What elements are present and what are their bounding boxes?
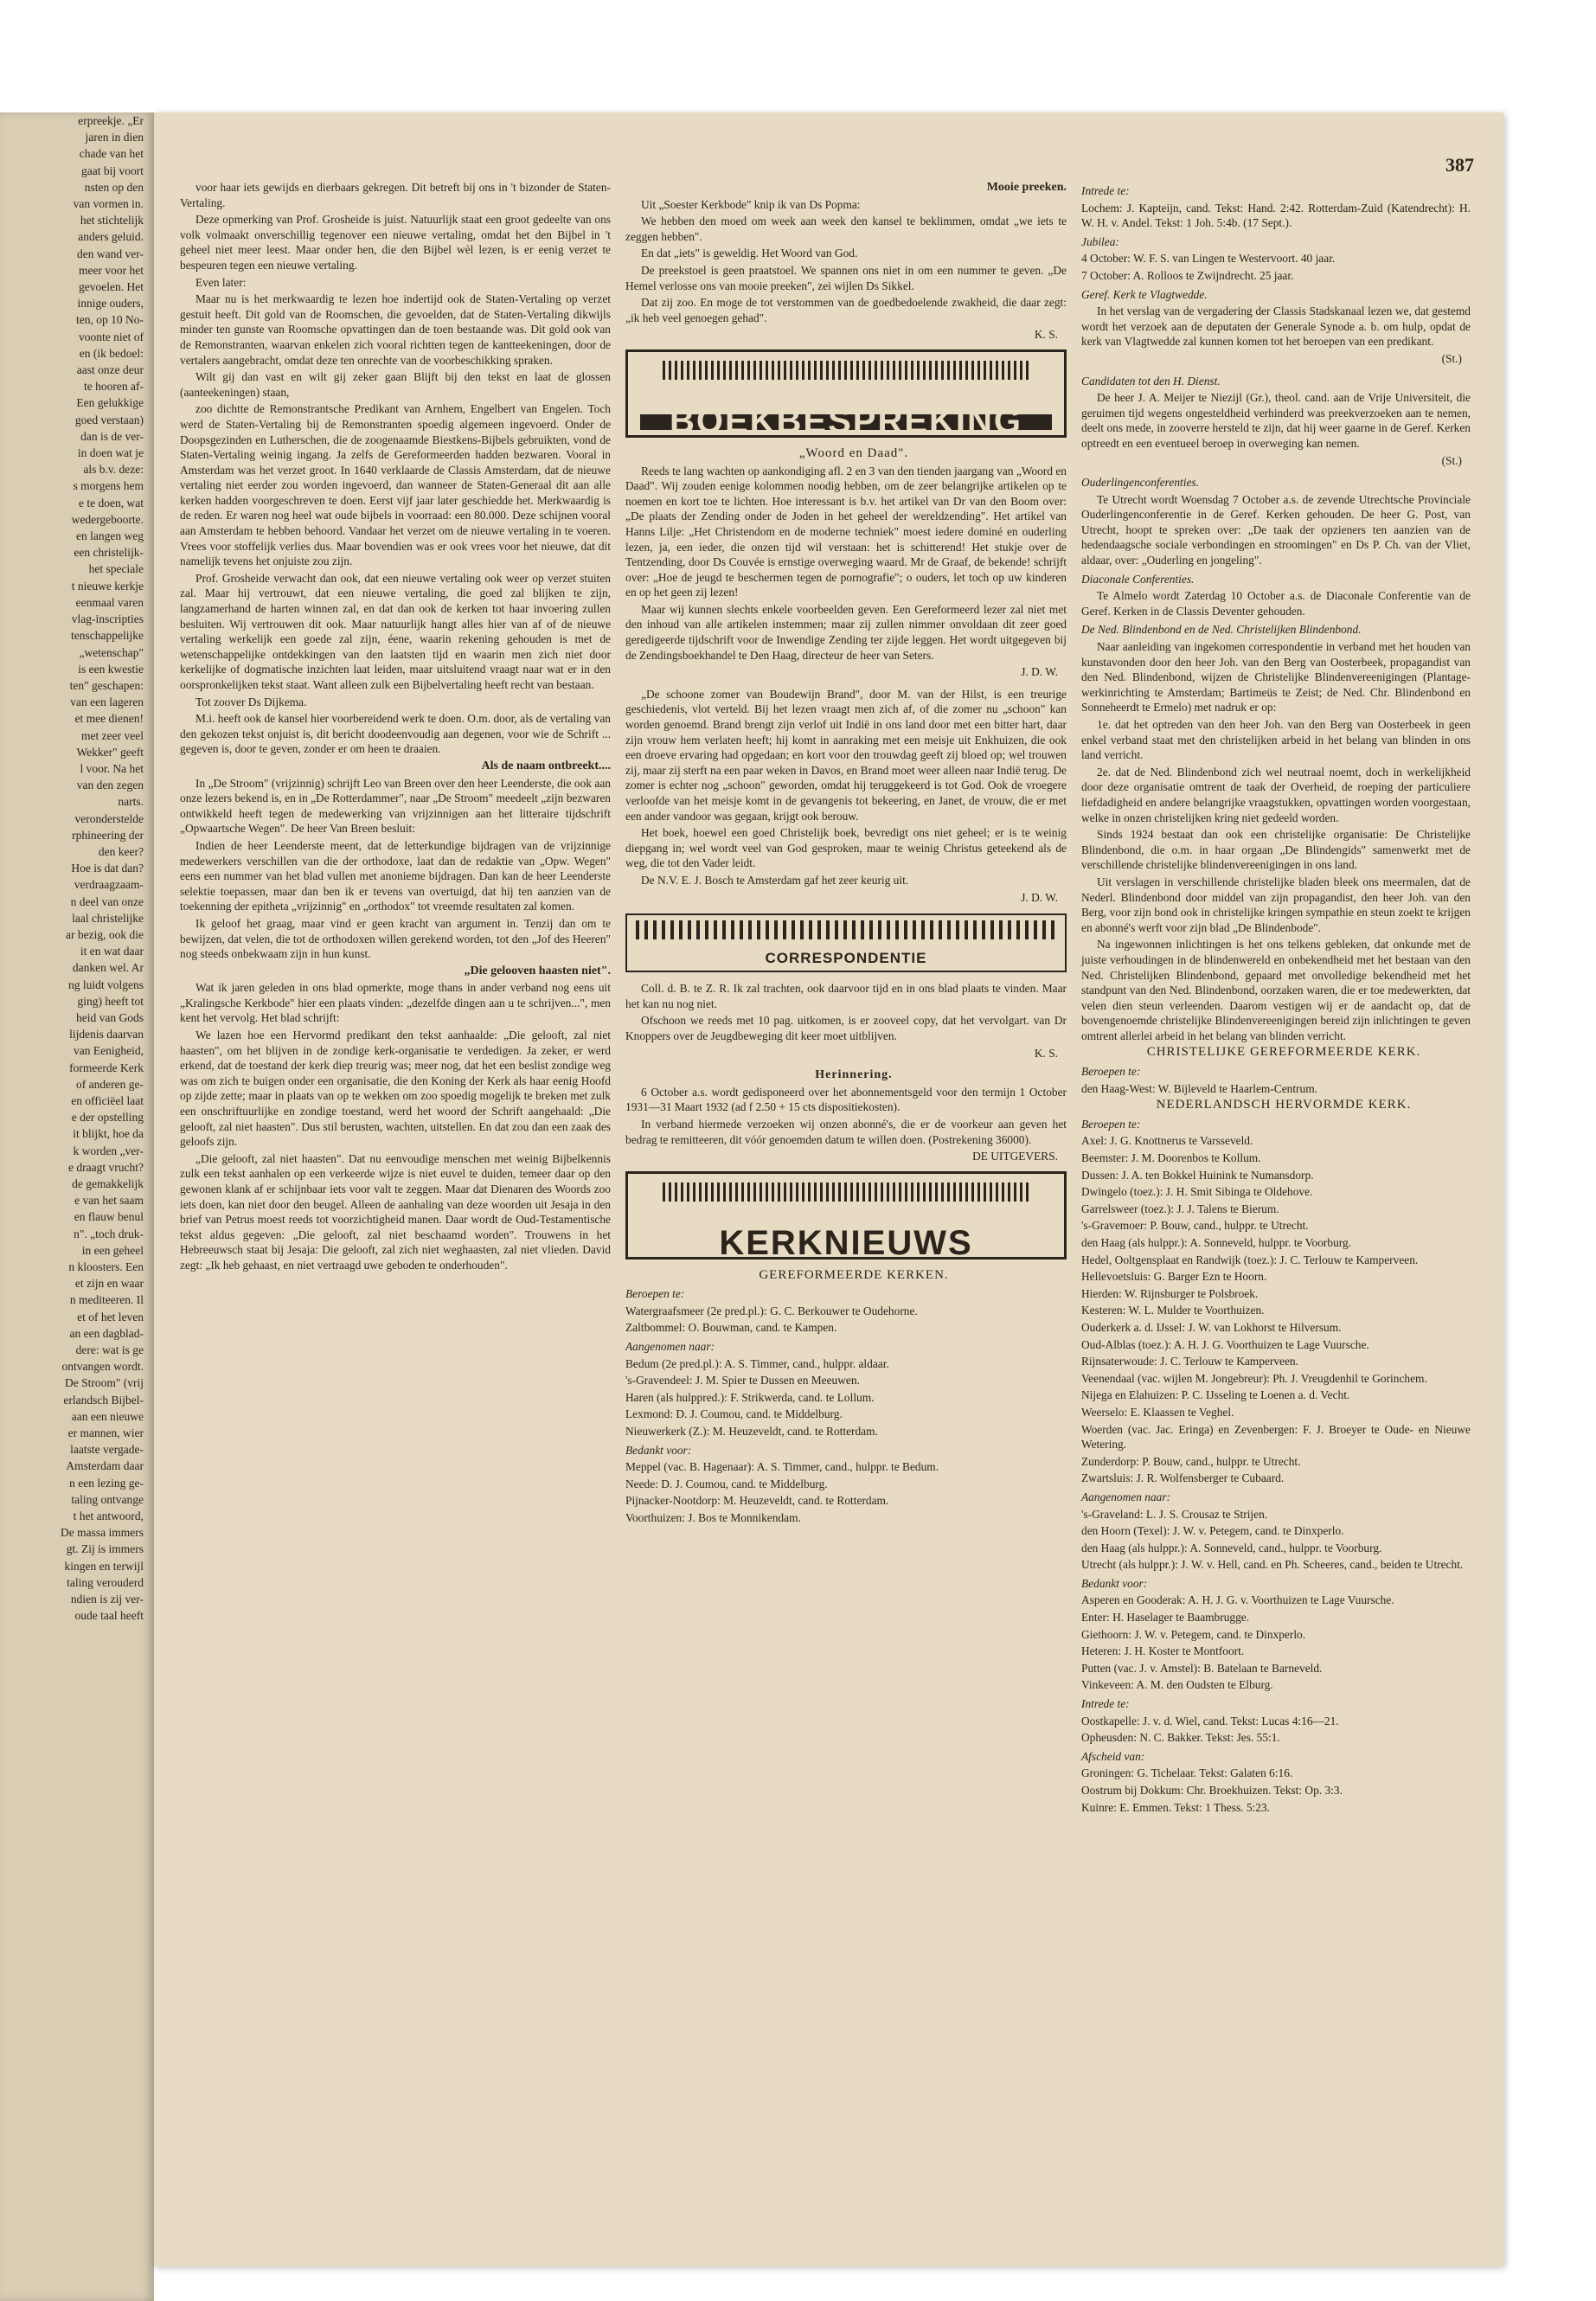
previous-page-line: en officiëel laat	[71, 1093, 144, 1107]
cgk-beroepen: den Haag-West: W. Bijleveld te Haarlem-Centrum.	[1081, 1081, 1317, 1095]
list-item: Rijnsaterwoude: J. C. Terlouw te Kamperveen.	[1081, 1355, 1298, 1368]
list-item: Bedum (2e pred.pl.): A. S. Timmer, cand., hulppr. aldaar.	[625, 1356, 889, 1370]
previous-page-line: taling verouderd	[67, 1575, 144, 1589]
previous-page-line: ontvangen wordt.	[61, 1360, 144, 1374]
list-item: Beemster: J. M. Doorenbos te Kollum.	[1081, 1151, 1261, 1165]
previous-page-line: erlandsch Bijbel-	[63, 1393, 144, 1407]
list-item: Hierden: W. Rijnsburger te Polsbroek.	[1081, 1286, 1259, 1300]
list-item: den Haag (als hulppr.): A. Sonneveld, cand., hulppr. te Voorburg.	[1081, 1541, 1382, 1554]
signature: DE UITGEVERS.	[972, 1150, 1058, 1163]
previous-page-line: meer voor het	[79, 263, 144, 277]
previous-page-line: et mee dienen!	[74, 712, 144, 726]
paragraph: Maar wij kunnen slechts enkele voorbeelden geven. Een Gereformeerd lezer zal niet met den inhoud van alle artikelen instemmen; maar zij zullen nimmer onvoldaan dit zeer goed geredigeerde tijdschrift voor de Inwendige Zending ter zijde leggen. Het wordt uitgegeven bij de Zendingsboekhandel te Den Haag, directeur de heer van Seters.	[625, 602, 1067, 662]
previous-page-line: ar bezig, ook die	[66, 927, 144, 941]
previous-page-line: en flauw benul	[74, 1210, 144, 1224]
previous-page-line: Een gelukkige	[76, 396, 144, 410]
previous-page-line: n mediteeren. Il	[69, 1293, 144, 1307]
list-item: Groningen: G. Tichelaar. Tekst: Galaten 6:16.	[1081, 1766, 1293, 1780]
previous-page-line: lijdenis daarvan	[69, 1028, 144, 1042]
list-item: Hedel, Ooltgensplaat en Randwijk (toez.): J. C. Terlouw te Kamperveen.	[1081, 1253, 1419, 1266]
list-item: den Haag (als hulppr.): A. Sonneveld, hulppr. te Voorburg.	[1081, 1236, 1352, 1249]
paragraph: zoo dichtte de Remonstrantsche Predikant van Arnhem, Engelbert van Engelen. Toch werd de Staten-Vertaling bij de Remonstranten spoedig algemeen ingevoerd. Onder de Doopsgezinden en Lutherschen, die de zoogenaamde Biestkens-Bijbels gebruikten, vond de Staten-Vertaling weinig ingang. Ja zelfs de Gereformeerden hadden bezwaren. Vooral in Amsterdam was het verzet groot. In 1640 verklaarde de Classis Amsterdam, dat de nieuwe vertaling niet eerder zou worden ingevoerd, dan wanneer de Staten-Generaal dit aan alle kerken hadden voorgeschreven te doen. Eerst vijf jaar later geschiedde het. Merkwaardig is de reden. Er waren nog heel wat oude bijbels in voorraad: een 80.000. Deze schijnen vooral aan Amsterdam te hebben behoord. Vandaar het verzet om de nieuwe vertaling in te voeren. Vrees voor stoffelijk verlies dus. Maar bovendien was er ook vrees voor het nieuwe, dat dit namelijk tevens het onjuiste zou zijn.	[180, 402, 611, 568]
previous-page-line: er mannen, wier	[67, 1426, 144, 1440]
list-item: Opheusden: N. C. Bakker. Tekst: Jes. 55:1.	[1081, 1731, 1280, 1745]
list-item: 's-Graveland: L. J. S. Crousaz te Strijen.	[1081, 1507, 1268, 1521]
list-item: 7 October: A. Rolloos te Zwijndrecht. 25 jaar.	[1081, 268, 1294, 282]
label-vlagtwedde: Geref. Kerk te Vlagtwedde.	[1081, 287, 1208, 301]
previous-page-line: nsten op den	[84, 180, 144, 194]
previous-page-line: l voor. Na het	[80, 761, 144, 775]
previous-page-line: als b.v. deze:	[83, 463, 144, 477]
page-number: 387	[1445, 154, 1474, 176]
previous-page-line: van een lageren	[70, 695, 144, 709]
previous-page-line: of anderen ge-	[76, 1077, 144, 1091]
paragraph: We lazen hoe een Hervormd predikant den tekst aanhaalde: „Die gelooft, zal niet haasten", om het blijven in de zondige kerk-organisatie te verdedigen. Ja zeker, er werd erkend, dat de toestand der kerk diep treurig was; meer nog, dat het een beslist zondige weg was om zich te buigen onder een organisatie, die den Koning der Kerk als haar eenig Hoofd op zijde zette; maar in plaats van op te wekken om zoo spoedig mogelijk te breken met zulk een onschriftuurlijke en zondige toestand, werd het woord der Schrift aangehaald: „Die gelooft, zal niet haasten". Dus stil berusten, wachten, uitstellen. En dat zou dan een zaak des geloofs zijn.	[180, 1029, 611, 1149]
previous-page-line: taling ontvange	[71, 1492, 144, 1506]
list-item: Oostrum bij Dokkum: Chr. Broekhuizen. Tekst: Op. 3:3.	[1081, 1784, 1343, 1797]
label-nhk-beroepen: Beroepen te:	[1081, 1117, 1141, 1131]
previous-page-line: narts.	[118, 795, 144, 809]
previous-page-line: erpreekje. „Er	[78, 114, 144, 127]
paragraph: Na ingewonnen inlichtingen is het ons telkens gebleken, dat onkunde met de juiste verhoudingen in de blindenwereld en onbekendheid met het bestaan van den Ned. Christelijken Blindenbond, gepaard met onvolledige bekendheid met het standpunt van den Ned. Blindenbond, oorzaken waren, die er toe medewerkten, dat velen dien steun verleenden. Daarom vestigen wij er de aandacht op, dat de bovengenoemde christelijke Blindenvereenigingen bereid zijn inlichtingen te geven omtrent allerlei arbeid in het belang van blinden verricht.	[1081, 938, 1471, 1042]
list-item: Vinkeveen: A. M. den Oudsten te Elburg.	[1081, 1678, 1273, 1692]
previous-page-line: e te doen, wat	[79, 496, 144, 510]
previous-page-line: goed verstaan)	[74, 413, 144, 426]
previous-page-line: n". „toch druk-	[74, 1227, 144, 1240]
paragraph: „De schoone zomer van Boudewijn Brand", door M. van der Hilst, is een treurige geschiedenis, vlot verteld. Bij het lezen vraagt men zich af, of die zomer nu „schoon" kan worden genoemd. Brand brengt zijn verlof uit Indië in ons land door met een bitter hart, daar zijn vrouw hem verlaten heeft; hij komt in aanraking met een meisje uit Enkhuizen, die ook een droeve ervaring had opgedaan; en kort voor den trouwdag geeft zij bloed op; wel trouwen zij, maar zij sterft na een paar weken in Davos, en Brand moet weer alleen naar Indië terug. De zomer is echter nog „schoon" geworden, omdat hij teruggekeerd is tot God. Ook de vroegere verloofde van het meisje komt in de gevangenis tot bekeering, en Janet, de vrouw, die er met een ander vandoor was gegaan, krijgt ook berouw.	[625, 687, 1067, 823]
column-2	[625, 180, 1067, 1528]
previous-page-line: t nieuwe kerkje	[71, 579, 144, 593]
previous-page-line: e draagt vrucht?	[68, 1160, 144, 1174]
list-item: Kuinre: E. Emmen. Tekst: 1 Thess. 5:23.	[1081, 1800, 1271, 1814]
list-beroepen	[625, 1304, 1067, 1336]
list-item: Zaltbommel: O. Bouwman, cand. te Kampen.	[625, 1321, 837, 1335]
label-afscheid: Afscheid van:	[1081, 1749, 1145, 1763]
previous-page-line: formeerde Kerk	[69, 1061, 144, 1074]
paragraph: Tot zoover Ds Dijkema.	[195, 695, 307, 708]
previous-page-edge	[0, 112, 154, 2301]
signature: K. S.	[1034, 328, 1058, 342]
paragraph: voor haar iets gewijds en dierbaars gekregen. Dit betreft bij ons in 't bizonder de Staten-Vertaling.	[180, 181, 611, 209]
signature: (St.)	[1441, 453, 1462, 467]
previous-page-line: aan een nieuwe	[71, 1409, 144, 1423]
paragraph: M.i. heeft ook de kansel hier voorbereidend werk te doen. O.m. door, als de vertaling van den gekozen tekst onjuist is, dit bericht doodeenvoudig aan degenen, voor wie de Schrift ... gegeven is, door te geven, zonder er om heen te draaien.	[180, 712, 611, 756]
previous-page-line: ging) heeft tot	[77, 994, 144, 1008]
label-bedankt: Bedankt voor:	[625, 1443, 692, 1457]
label-cgk-beroepen: Beroepen te:	[1081, 1065, 1141, 1079]
label-ouderlingen: Ouderlingenconferenties.	[1081, 476, 1199, 490]
previous-page-line: heid van Gods	[76, 1010, 144, 1024]
heading-herinnering: Herinnering.	[815, 1068, 893, 1082]
col2-body-4	[625, 981, 1067, 1043]
col1-body-2	[180, 776, 611, 962]
heading-gereformeerde-kerken: GEREFORMEERDE KERKEN.	[759, 1267, 949, 1282]
paragraph: „Die gelooft, zal niet haasten". Dat nu eenvoudige menschen met weinig Bijbelkennis zulk een tekst aanhalen op een verkeerde wijze is niet euvel te duiden, temeer daar op den gewonen klank af er schijnbaar iets voor valt te zeggen. Maar dat Dienaren des Woords zoo iets doen, kan niet door den beugel. Alleen de aanhaling van deze woorden uit Jesaja in den brief van Petrus moest reeds tot voorzichtigheid manen. Daar wordt de Oud-Testamentische tekst aldus gegeven: „Die gelooft, zal niet beschaamd worden". Trouwens in het Hebreeuwsch staat bij Jesaja: Die gelooft, zal zich niet weghaasten, zal niet vlieden. David zegt: „Ik heb gehaast, en niet vertraagd uwe geboden te onderhouden".	[180, 1151, 611, 1272]
previous-page-line: De Stroom" (vrij	[65, 1376, 144, 1390]
candidaten-text: De heer J. A. Meijer te Niezijl (Gr.), theol. cand. aan de Vrije Universiteit, die geruimen tijd wegens ongesteldheid verhinderd was preekverzoeken aan te nemen, deelt ons mede, in zooverre hersteld te zijn, dat hij weer gaarne in de Geref. Kerken optreedt en een eventueel beroep in overweging kan nemen.	[1081, 391, 1471, 450]
intrede-text: Lochem: J. Kapteijn, cand. Tekst: Hand. 2:42. Rotterdam-Zuid (Katendrecht): H. W. H. v. Andel. Tekst: 1 Joh. 5:4b. (17 Sept.).	[1081, 201, 1471, 230]
paragraph: We hebben den moed om week aan week den kansel te beklimmen, omdat „we iets te zeggen hebben".	[625, 215, 1067, 243]
previous-page-line: veronderstelde	[74, 811, 144, 825]
banner-title: BOEKBESPREKING	[640, 414, 1052, 430]
previous-page-line: n kloosters. Een	[68, 1260, 144, 1274]
list-item: Oud-Alblas (toez.): A. H. J. G. Voorthuizen te Lage Vuursche.	[1081, 1337, 1369, 1351]
paragraph: In verband hiermede verzoeken wij onzen abonné's, die er de voorkeur aan geven het bedrag te remitteeren, dit vóór genoemden datum te willen doen. (Postrekening 36000).	[625, 1117, 1067, 1146]
paragraph: Deze opmerking van Prof. Grosheide is juist. Natuurlijk staat een groot gedeelte van ons volk volmaakt onverschillig tegenover een nieuwe vertaling, omdat het den Bijbel in 't geheel niet meer leest. Maar onder hen, die den Bijbel wèl lezen, is er eenig verzet te bespeuren tegen een nieuwe vertaling.	[180, 213, 611, 272]
list-nhk-aangenomen	[1081, 1507, 1471, 1573]
paragraph: Indien de heer Leenderste meent, dat de letterkundige bijdragen van de vrijzinnige medewerkers verschillen van die der orthodoxe, laat dan de redaktie van „Opw. Wegen" eens een nummer van het blad vullen met anonieme bijdragen. Dan kan de heer Leenderste selektie toepassen, maar dan ben ik er tevens van overtuigd, dat hij ten aanzien van de toekenning der epitheta „vrijzinnig" en „orthodox" tot vreemde resultaten zal komen.	[180, 838, 611, 913]
paragraph: Dat zij zoo. En moge de tot verstommen van de goedbedoelende zwakheid, die daar zegt: „ik heb veel genoegen gehad".	[625, 296, 1067, 324]
previous-page-line: kingen en terwijl	[64, 1559, 144, 1573]
paragraph: Wilt gij dan vast en wilt gij zeker gaan Blijft bij den tekst en laat de glossen (aanteekeningen) staan,	[180, 370, 611, 399]
list-item: Heteren: J. H. Koster te Montfoort.	[1081, 1644, 1245, 1658]
previous-page-line: verdraagzaam-	[74, 878, 144, 892]
previous-page-line: ndien is zij ver-	[70, 1593, 144, 1606]
list-item: Zwartsluis: J. R. Wolfensberger te Cubaard.	[1081, 1471, 1285, 1485]
paragraph: 6 October a.s. wordt gedisponeerd over het abonnementsgeld voor den termijn 1 October 1931—31 Maart 1932 (ad f 2.50 + 15 cts dispositiekosten).	[625, 1085, 1067, 1114]
list-item: Utrecht (als hulppr.): J. W. v. Hell, cand. en Ph. Scheeres, cand., beiden te Utrecht.	[1081, 1558, 1464, 1572]
list-item: 4 October: W. F. S. van Lingen te Westervoort. 40 jaar.	[1081, 252, 1336, 266]
previous-page-line: an een dagblad-	[69, 1326, 144, 1340]
list-item: Axel: J. G. Knottnerus te Varsseveld.	[1081, 1134, 1253, 1148]
list-item: Asperen en Gooderak: A. H. J. G. v. Voorthuizen te Lage Vuursche.	[1081, 1593, 1394, 1607]
previous-page-line: jaren in dien	[85, 131, 144, 144]
paragraph: Reeds te lang wachten op aankondiging afl. 2 en 3 van den tienden jaargang van „Woord en Daad". Wij zouden eenige kolommen noodig hebben, om de zeer belangrijke artikelen op te noemen en kort toe te lichten. Hoe interessant is b.v. het artikel van Dr van den Boom over: „De plaats der Zending onder de Joden in het geheel der wereldzending". Het artikel van Hanns Lilje: „Het Christendom en de moderne techniek" moest iedere dominé en ouderling lezen, ja, een ieder, die onzen tijd wil verstaan: het is schitterend! Het stukje over de Tentzending, door Ds Couvée is ernstige overweging waard. Mr de Graaf, de bekende! schrijft over: „Hoe de jeugd te beschermen tegen de pornografie"; o ouders, let toch op uw kinderen en op het geen zij lezen!	[625, 464, 1067, 599]
list-item: Enter: H. Haselager te Baambrugge.	[1081, 1611, 1250, 1625]
previous-page-line: s morgens hem	[73, 479, 144, 493]
previous-page-line: eenmaal varen	[75, 595, 144, 609]
paragraph: En dat „iets" is geweldig. Het Woord van God.	[641, 247, 858, 260]
boekbespreking-banner	[625, 349, 1067, 441]
previous-page-line: dere: wat is ge	[75, 1343, 144, 1357]
list-item: Nijega en Elahuizen: P. C. IJsseling te Loenen a. d. Vecht.	[1081, 1388, 1350, 1402]
signature: J. D. W.	[1021, 665, 1058, 679]
previous-page-line: Hoe is dat dan?	[71, 862, 144, 875]
previous-page-line: it blijkt, hoe da	[73, 1127, 144, 1141]
list-nhk-intrede	[1081, 1714, 1471, 1746]
list-item: Ouderkerk a. d. IJssel: J. W. van Lokhorst te Hilversum.	[1081, 1320, 1342, 1334]
banner-title: CORRESPONDENTIE	[765, 949, 927, 966]
list-item: Meppel (vac. B. Hagenaar): A. S. Timmer, cand., hulppr. te Bedum.	[625, 1460, 939, 1474]
previous-page-line: „wetenschap"	[79, 645, 144, 659]
previous-page-line: chade van het	[79, 147, 144, 161]
signature: K. S.	[1034, 1046, 1058, 1060]
paragraph: Coll. d. B. te Z. R. Ik zal trachten, ook daarvoor tijd en in ons blad plaats te vinden. Maar het kan nu nog niet.	[625, 982, 1067, 1010]
heading-nhk: NEDERLANDSCH HERVORMDE KERK.	[1156, 1098, 1412, 1112]
label-candidaten: Candidaten tot den H. Dienst.	[1081, 374, 1221, 388]
col2-body-2	[625, 464, 1067, 663]
previous-page-line: aast onze deur	[76, 363, 144, 377]
list-item: Weerselo: E. Klaassen te Veghel.	[1081, 1405, 1234, 1419]
previous-page-line: van Eenigheid,	[74, 1044, 144, 1058]
heading-mooie-preeken: Mooie preeken.	[986, 181, 1067, 194]
list-item: Pijnacker-Nootdorp: M. Heuzeveldt, cand. te Rotterdam.	[625, 1494, 889, 1508]
list-item: Garrelsweer (toez.): J. J. Talens te Bierum.	[1081, 1202, 1279, 1215]
blindenbond-text	[1081, 639, 1471, 1043]
list-item: den Hoorn (Texel): J. W. v. Petegem, cand. te Dinxperlo.	[1081, 1524, 1344, 1538]
banner-ornament	[663, 361, 1029, 380]
previous-page-line: te hooren af-	[84, 380, 144, 394]
correspondentie-banner	[625, 913, 1067, 972]
list-item: Haren (als hulppred.): F. Strikwerda, cand. te Lollum.	[625, 1390, 875, 1404]
ouderlingen-text: Te Utrecht wordt Woensdag 7 October a.s. de zevende Utrechtsche Provinciale Ouderlingenconferentie in de Geref. Kerken gehouden. De heer G. Post, van Utrecht, hoopt te spreken over: „De taak der opzieners ten aanzien van de hedendaagsche sociale verbondingen en stroomingen" en Ds P. Ch. van der Vliet, aldaar, over: „Ouderling en jongeling".	[1081, 492, 1471, 567]
previous-page-line: dan is de ver-	[80, 429, 144, 443]
kerknieuws-banner	[625, 1171, 1067, 1263]
paragraph: 2e. dat de Ned. Blindenbond zich wel neutraal noemt, doch in werkelijkheid door deze organisatie omtrent de taak der Overheid, de roeping der particuliere liefdadigheid en andere belangrijke vraagstukken, opvattingen worden voorgestaan, welke in onzen christelijken kring niet gedeeld worden.	[1081, 765, 1471, 824]
col1-body-3	[180, 980, 611, 1272]
label-diaconale: Diaconale Conferenties.	[1081, 572, 1195, 586]
previous-page-line: ten, op 10 No-	[76, 313, 144, 327]
list-nhk-beroepen	[1081, 1133, 1471, 1485]
previous-page-line: danken wel. Ar	[72, 961, 144, 975]
previous-page-line: e der opstelling	[71, 1111, 144, 1125]
previous-page-line: een christelijk-	[74, 546, 144, 560]
list-item: Giethoorn: J. W. v. Petegem, cand. te Dinxperlo.	[1081, 1627, 1306, 1641]
signature: (St.)	[1441, 351, 1462, 365]
previous-page-line: het stichtelijk	[80, 214, 144, 228]
col2-body	[625, 197, 1067, 326]
vlagtwedde-text: In het verslag van de vergadering der Classis Stadskanaal lezen we, dat gestemd wordt het verzoek aan de deputaten der Generale Synode a. b. om hulp, opdat de kerk van Vlagtwedde zal kunnen komen tot het beroepen van een predikant.	[1081, 304, 1471, 349]
previous-page-line: rphineering der	[72, 828, 144, 842]
previous-page-line: laatste vergade-	[70, 1443, 144, 1457]
list-jubilea	[1081, 251, 1471, 283]
previous-page-line: gaat bij voort	[81, 163, 144, 177]
paragraph: Het boek, hoewel een goed Christelijk boek, bevredigt ons niet geheel; er is te weinig diepgang in; wel wordt veel van God gesproken, maar te weinig Christus geteekend als de weg, die tot den Vader leidt.	[625, 826, 1067, 870]
banner-ornament	[636, 920, 1056, 939]
col2-body-3	[625, 687, 1067, 888]
previous-page-line: tenschappelijke	[71, 629, 144, 643]
list-item: 's-Gravemoer: P. Bouw, cand., hulppr. te Utrecht.	[1081, 1219, 1309, 1233]
previous-page-line: met zeer veel	[81, 728, 144, 742]
label-nhk-intrede: Intrede te:	[1081, 1697, 1130, 1711]
banner-ornament	[663, 1183, 1029, 1202]
heading-gelooven-haasten: „Die gelooven haasten niet".	[464, 964, 611, 977]
previous-page-line: n deel van onze	[70, 894, 144, 908]
paragraph: 1e. dat het optreden van den heer Joh. van den Berg van Oosterbeek in geen enkel verband staat met den christelijken arbeid in het belang van blinden in ons land verricht.	[1081, 718, 1471, 762]
list-bedankt	[625, 1459, 1067, 1525]
previous-page-line: Amsterdam daar	[66, 1459, 144, 1473]
subhead-woord-en-daad: „Woord en Daad".	[798, 445, 909, 460]
list-item: Zunderdorp: P. Bouw, cand., hulppr. te Utrecht.	[1081, 1454, 1301, 1468]
previous-page-line: et zijn en waar	[74, 1277, 144, 1291]
previous-page-line: anders geluid.	[78, 230, 144, 244]
paragraph: Naar aanleiding van ingekomen correspondentie in verband met het houden van kunstavonden door den heer Joh. van den Berg van Oosterbeek, propagandist van den Ned. Blindenbond, wijzen de Christelijke Blindenvereenigingen (Plantage-werkinrichting te Amsterdam; Bartimeüs te Zeist; de Ned. Chr. Blindenbond en Sonneheerdt te Ermelo) met nadruk er op:	[1081, 640, 1471, 715]
list-item: Veenendaal (vac. wijlen M. Jongebreur): Ph. J. Vreugdenhil te Gorinchem.	[1081, 1371, 1427, 1385]
signature: J. D. W.	[1021, 890, 1058, 904]
previous-page-line: en (ik bedoel:	[79, 346, 144, 360]
paragraph: De N.V. E. J. Bosch te Amsterdam gaf het zeer keurig uit.	[641, 873, 909, 887]
previous-page-line: gt. Zij is immers	[66, 1542, 144, 1556]
previous-page-line: de gemakkelijk	[72, 1177, 144, 1190]
label-aangenomen: Aangenomen naar:	[625, 1340, 715, 1354]
list-item: Putten (vac. J. v. Amstel): B. Batelaan te Barneveld.	[1081, 1661, 1323, 1675]
previous-page-line: van den zegen	[76, 779, 144, 792]
paragraph: Wat ik jaren geleden in ons blad opmerkte, moge thans in ander verband nog eens uit „Kralingsche Kerkbode" hier een plaats vinden: „dezelfde dingen aan u te schrijven...", men kent het vervolg. Het blad schrijft:	[180, 981, 611, 1025]
paragraph: De preekstoel is geen praatstoel. We spannen ons niet in om een nummer te geven. „De Hemel verlosse ons van mooie preeken", zei wijlen Ds Sikkel.	[625, 263, 1067, 292]
previous-page-line: en langen weg	[76, 529, 144, 543]
diaconale-text: Te Almelo wordt Zaterdag 10 October a.s. de Diaconale Conferentie van de Geref. Kerken in de Classis Deventer gehouden.	[1081, 589, 1471, 618]
previous-page-line: it en wat daar	[80, 945, 144, 958]
previous-page-line: wedergeboorte.	[71, 512, 144, 526]
label-blindenbond: De Ned. Blindenbond en de Ned. Christelijken Blindenbond.	[1081, 623, 1362, 637]
previous-page-line: den wand ver-	[77, 247, 144, 260]
list-item: Neede: D. J. Coumou, cand. te Middelburg.	[625, 1477, 828, 1490]
paragraph: Ik geloof het graag, maar vind er geen kracht van argument in. Tenzij dan om te bewijzen, dat velen, die tot de orthodoxen willen gerekend worden, tot den „Jof des Heeren" nog steeds onbekwaam zijn in hun kunst.	[180, 916, 611, 961]
list-item: Hellevoetsluis: G. Barger Ezn te Hoorn.	[1081, 1270, 1267, 1284]
list-item: Dwingelo (toez.): J. H. Smit Sibinga te Oldehove.	[1081, 1185, 1313, 1199]
label-nhk-bedankt: Bedankt voor:	[1081, 1576, 1148, 1590]
list-item: Lexmond: D. J. Coumou, cand. te Middelburg.	[625, 1407, 843, 1421]
label-nhk-aangenomen: Aangenomen naar:	[1081, 1490, 1171, 1503]
paragraph: Sinds 1924 bestaat dan ook een christelijke organisatie: De Christelijke Blindenbond, die o.m. in haar orgaan „De Blindengids" samenwerkt met de verschillende christelijke blindenvereenigingen in ons land.	[1081, 828, 1471, 872]
label-beroepen: Beroepen te:	[625, 1287, 685, 1301]
label-jubilea: Jubilea:	[1081, 234, 1119, 248]
previous-page-line: den keer?	[98, 844, 144, 858]
banner-title: KERKNIEUWS	[719, 1224, 973, 1263]
previous-page-line: De massa immers	[61, 1526, 144, 1540]
paragraph: Even later:	[195, 275, 247, 289]
paragraph: Maar nu is het merkwaardig te lezen hoe indertijd ook de Staten-Vertaling op verzet gestuit heeft. Dit gold van de Roomschen, die gevoelden, dat de Staten-Vertaling dikwijls minder ten gunste van Roomsche opvattingen dan de toen bestaande was. Dit gold ook van de Remonstranten, waarvan enkelen zich vooral richtten tegen de kantteekeningen, door de vertalers aangebracht, omdat deze ten onrechte van de voorbeschikking spraken.	[180, 292, 611, 367]
previous-page-line: voonte niet of	[79, 330, 144, 343]
list-afscheid	[1081, 1766, 1471, 1815]
list-item: Watergraafsmeer (2e pred.pl.): G. C. Berkouwer te Oudehorne.	[625, 1304, 918, 1317]
list-item: Voorthuizen: J. Bos te Monnikendam.	[625, 1511, 801, 1524]
column-3	[1081, 180, 1471, 1817]
previous-page-line: het speciale	[88, 562, 144, 576]
paragraph: In „De Stroom" (vrijzinnig) schrijft Leo van Breen over den heer Leenderste, die ook aan onze lezers bekend is, en in „De Rotterdammer", naar „De Stroom" meedeelt „zijn bezwaren ontwikkeld heeft tegen de medewerking van vrijzinnigen aan het litteraire tijdschrift „Opwaartsche Wegen". De heer Van Breen besluit:	[180, 776, 611, 836]
previous-page-line: et of het leven	[77, 1310, 144, 1324]
previous-page-line: innige ouders,	[77, 297, 144, 311]
previous-page-line: vlag-inscripties	[71, 612, 144, 626]
paragraph: Prof. Grosheide verwacht dan ook, dat een nieuwe vertaling ook weer op verzet stuiten zal. Maar hij vertrouwt, dat een nieuwe vertaling, die goed zal blijken te zijn, langzamerhand de harten winnen zal, en dat dan ook de kerken tot haar invoering zullen besluiten. Wij vertrouwen dit ook. Maar natuurlijk hangt alles hier van af of de nieuwe vertaling werkelijk een goede zal zijn, éene, waarin rekening gehouden is met de wetenschappelijke ontdekkingen van den laatsten tijd en waarin men zich niet door kerkelijke of dogmatische inzichten laat leiden, maar uitsluitend vraagt naar wat er in den oorspronkelijken tekst staat. Want alleen zulk een Bijbelvertaling heeft recht van bestaan.	[180, 571, 611, 691]
column-1	[180, 180, 611, 1275]
newspaper-page	[154, 112, 1503, 2266]
previous-page-line: t het antwoord,	[73, 1509, 144, 1523]
previous-page-line: in doen wat je	[77, 446, 144, 460]
previous-page-line: Wekker" geeft	[76, 745, 144, 759]
list-item: Nieuwerkerk (Z.): M. Heuzeveldt, cand. te Rotterdam.	[625, 1425, 878, 1439]
previous-page-line: in een geheel	[81, 1243, 144, 1257]
list-item: Woerden (vac. Jac. Eringa) en Zevenbergen: F. J. Broeyer te Oude- en Nieuwe Wetering.	[1081, 1422, 1471, 1452]
label-intrede: Intrede te:	[1081, 184, 1130, 197]
previous-page-line: k worden „ver-	[73, 1144, 144, 1157]
paragraph: Ofschoon we reeds met 10 pag. uitkomen, is er zooveel copy, dat het vervolgart. van Dr Knoppers over de Jeugdbeweging dit keer moet uitblijven.	[625, 1014, 1067, 1042]
list-item: Oostkapelle: J. v. d. Wiel, cand. Tekst: Lucas 4:16—21.	[1081, 1714, 1339, 1727]
previous-page-line: oude taal heeft	[74, 1609, 144, 1623]
previous-page-line: e van het saam	[74, 1194, 144, 1208]
previous-page-line: van vormen in.	[73, 197, 144, 211]
list-nhk-bedankt	[1081, 1593, 1471, 1693]
previous-page-line: laal christelijke	[72, 911, 144, 925]
col2-body-5	[625, 1085, 1067, 1147]
paragraph: Uit „Soester Kerkbode" knip ik van Ds Popma:	[641, 197, 861, 211]
list-aangenomen	[625, 1356, 1067, 1439]
previous-page-line: gevoelen. Het	[79, 280, 144, 294]
previous-page-line: n een lezing ge-	[69, 1476, 144, 1490]
col1-body	[180, 180, 611, 757]
previous-page-line: ten" geschapen:	[69, 678, 144, 692]
paragraph: Uit verslagen in verschillende christelijke bladen bleek ons meermalen, dat de Nederl. Blindenbond door middel van zijn propagandist, den heer Joh. van den Berg, voor zijn bond ook in christelijke kringen sympathie en steun zoekt te krijgen en abonné's werft voor zijn blad „De Blindenbode".	[1081, 875, 1471, 934]
heading-naam-ontbreekt: Als de naam ontbreekt....	[481, 759, 611, 772]
list-item: Kesteren: W. L. Mulder te Voorthuizen.	[1081, 1304, 1265, 1317]
list-item: Dussen: J. A. ten Bokkel Huinink te Numansdorp.	[1081, 1168, 1314, 1182]
list-item: 's-Gravendeel: J. M. Spier te Dussen en Meeuwen.	[625, 1374, 860, 1388]
heading-cgk: CHRISTELIJKE GEREFORMEERDE KERK.	[1146, 1045, 1421, 1060]
previous-page-line: ng luidt volgens	[68, 977, 144, 991]
previous-page-line: is een kwestie	[78, 662, 144, 676]
